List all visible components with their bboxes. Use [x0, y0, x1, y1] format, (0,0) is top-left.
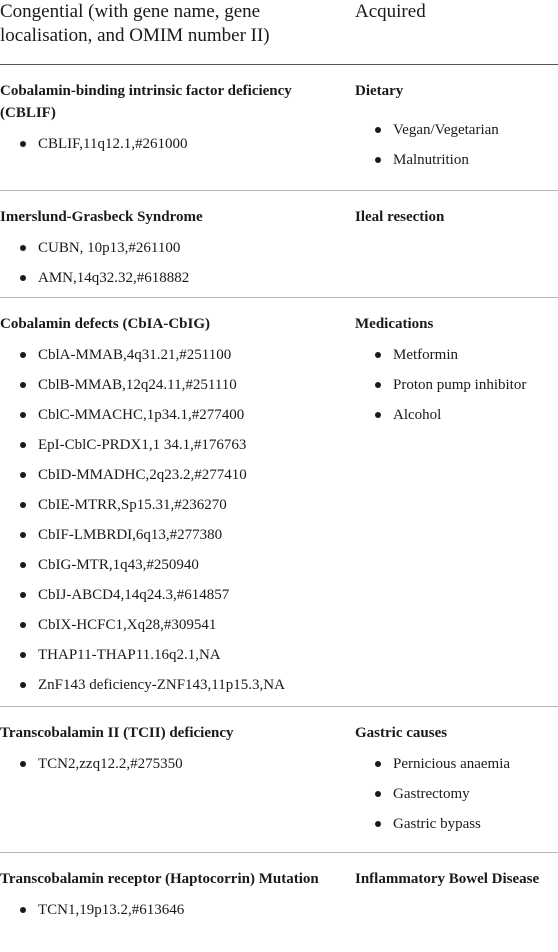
list-item-text: CblA-MMAB,4q31.21,#251100	[38, 347, 232, 363]
congenital-list	[0, 134, 345, 154]
table-row	[0, 64, 558, 191]
congenital-group-title: Transcobalamin receptor (Haptocorrin) Mutation	[0, 871, 319, 887]
list-item	[0, 238, 345, 258]
congenital-cell	[0, 313, 345, 695]
bullet-icon	[20, 532, 26, 538]
list-item-text: CbIX-HCFC1,Xq28,#309541	[38, 617, 217, 633]
acquired-group-title: Gastric causes	[355, 725, 448, 741]
congenital-list	[0, 754, 345, 774]
bullet-icon	[20, 761, 26, 767]
list-item-text: Pernicious anaemia	[393, 756, 511, 772]
bullet-icon	[20, 907, 26, 913]
list-item	[0, 465, 345, 485]
list-item-text: CbIG-MTR,1q43,#250940	[38, 557, 199, 573]
congenital-cell	[0, 722, 345, 774]
list-item-text: Vegan/Vegetarian	[393, 122, 499, 138]
acquired-list	[355, 345, 558, 425]
list-item-text: AMN,14q32.32,#618882	[38, 270, 190, 286]
list-item	[0, 405, 345, 425]
congenital-group-title: Transcobalamin II (TCII) deficiency	[0, 725, 234, 741]
bullet-icon	[20, 652, 26, 658]
list-item	[0, 645, 345, 665]
bullet-icon	[375, 821, 381, 827]
list-item-text: Metformin	[393, 347, 458, 363]
bullet-icon	[375, 127, 381, 133]
acquired-group-title: Inflammatory Bowel Disease	[355, 871, 540, 887]
bullet-icon	[20, 352, 26, 358]
list-item-text: Gastrectomy	[393, 786, 470, 802]
list-item	[0, 525, 345, 545]
bullet-icon	[375, 761, 381, 767]
list-item-text: CBLIF,11q12.1,#261000	[38, 136, 188, 152]
list-item-text: CblC-MMACHC,1p34.1,#277400	[38, 407, 245, 423]
list-item	[355, 784, 558, 804]
congenital-cell	[0, 868, 345, 920]
acquired-list	[355, 120, 558, 170]
acquired-cell	[355, 80, 558, 170]
bullet-icon	[375, 157, 381, 163]
bullet-icon	[20, 472, 26, 478]
list-item	[355, 150, 558, 170]
list-item	[0, 675, 345, 695]
bullet-icon	[375, 791, 381, 797]
list-item	[355, 375, 558, 395]
list-item-text: ZnF143 deficiency-ZNF143,11p15.3,NA	[38, 677, 285, 693]
list-item-text: Alcohol	[393, 407, 442, 423]
list-item	[0, 900, 345, 920]
list-item-text: Proton pump inhibitor	[393, 377, 527, 393]
acquired-cell	[355, 313, 558, 425]
table-row	[0, 297, 558, 707]
acquired-group-title: Ileal resection	[355, 209, 445, 225]
bullet-icon	[20, 382, 26, 388]
table-row	[0, 190, 558, 298]
bullet-icon	[20, 442, 26, 448]
list-item	[0, 435, 345, 455]
list-item-text: THAP11-THAP11.16q2.1,NA	[38, 647, 221, 663]
congenital-cell	[0, 206, 345, 288]
table-row	[0, 852, 558, 952]
list-item	[0, 754, 345, 774]
list-item	[0, 555, 345, 575]
bullet-icon	[375, 382, 381, 388]
congenital-list	[0, 345, 345, 695]
bullet-icon	[20, 502, 26, 508]
list-item	[0, 345, 345, 365]
list-item	[0, 495, 345, 515]
bullet-icon	[20, 275, 26, 281]
list-item-text: CUBN, 10p13,#261100	[38, 240, 181, 256]
list-item	[0, 375, 345, 395]
acquired-cell	[355, 722, 558, 834]
list-item	[0, 268, 345, 288]
list-item-text: CbIE-MTRR,Sp15.31,#236270	[38, 497, 227, 513]
acquired-group-title: Medications	[355, 316, 434, 332]
list-item	[355, 405, 558, 425]
list-item-text: EpI-CblC-PRDX1,1 34.1,#176763	[38, 437, 247, 453]
acquired-cell	[355, 206, 558, 228]
list-item-text: CbID-MMADHC,2q23.2,#277410	[38, 467, 247, 483]
congenital-group-title: Cobalamin defects (CbIA-CbIG)	[0, 316, 210, 332]
congenital-cell	[0, 80, 345, 154]
congenital-group-title: Cobalamin-binding intrinsic factor deficiency (CBLIF)	[0, 83, 292, 121]
list-item	[355, 345, 558, 365]
congenital-group-title: Imerslund-Grasbeck Syndrome	[0, 209, 203, 225]
acquired-list	[355, 754, 558, 834]
bullet-icon	[20, 622, 26, 628]
list-item-text: CbIJ-ABCD4,14q24.3,#614857	[38, 587, 230, 603]
list-item-text: Gastric bypass	[393, 816, 481, 832]
list-item-text: TCN2,zzq12.2,#275350	[38, 756, 183, 772]
list-item-text: CbIF-LMBRDI,6q13,#277380	[38, 527, 223, 543]
congenital-list	[0, 900, 345, 920]
list-item-text: CblB-MMAB,12q24.11,#251110	[38, 377, 237, 393]
table-row	[0, 706, 558, 853]
header-acquired: Acquired	[355, 1, 426, 22]
bullet-icon	[20, 412, 26, 418]
list-item	[0, 615, 345, 635]
acquired-cell	[355, 868, 558, 890]
list-item	[0, 585, 345, 605]
list-item	[355, 814, 558, 834]
list-item	[0, 134, 345, 154]
bullet-icon	[20, 245, 26, 251]
list-item	[355, 120, 558, 140]
header-congenital: Congential (with gene name, gene localisation, and OMIM number II)	[0, 1, 270, 46]
list-item-text: TCN1,19p13.2,#613646	[38, 902, 185, 918]
table-header	[0, 0, 558, 65]
bullet-icon	[20, 682, 26, 688]
acquired-group-title: Dietary	[355, 83, 404, 99]
bullet-icon	[375, 412, 381, 418]
bullet-icon	[20, 592, 26, 598]
bullet-icon	[20, 562, 26, 568]
congenital-list	[0, 238, 345, 288]
list-item	[355, 754, 558, 774]
bullet-icon	[20, 141, 26, 147]
list-item-text: Malnutrition	[393, 152, 469, 168]
bullet-icon	[375, 352, 381, 358]
